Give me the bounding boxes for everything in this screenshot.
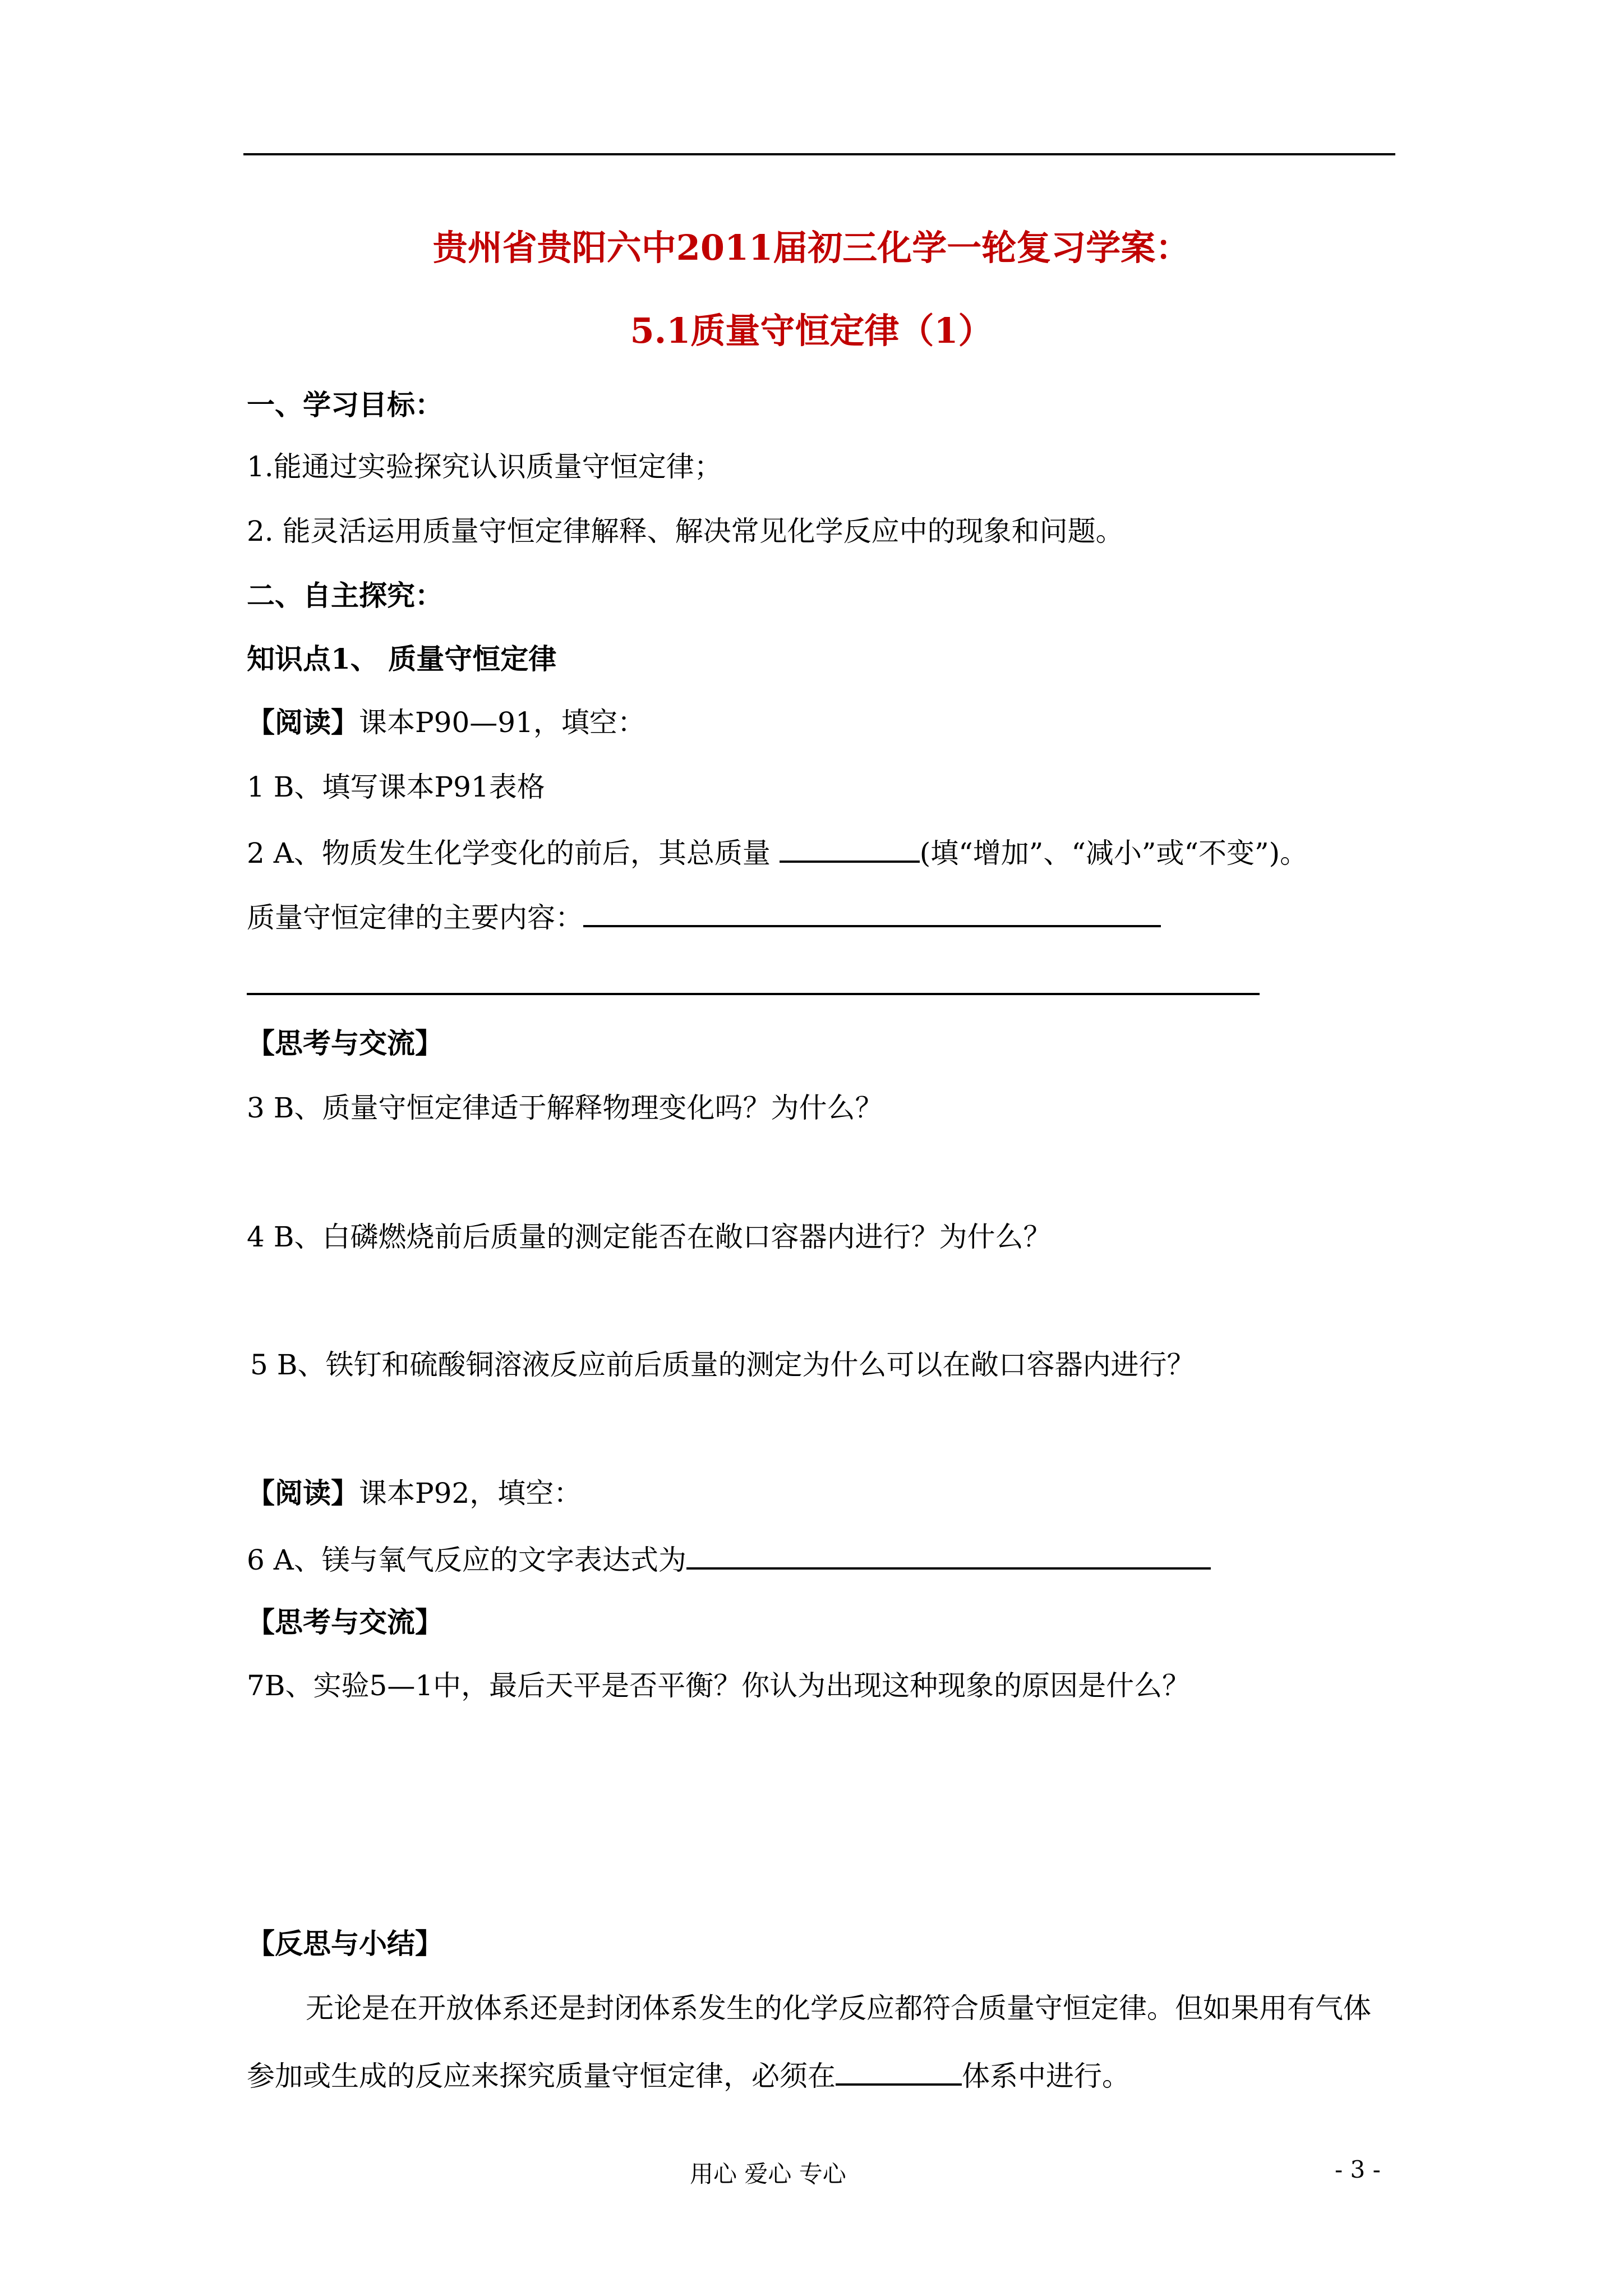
question-2 — [247, 836, 1308, 867]
question-2-prefix: 2 A、物质发生化学变化的前后，其总质量 — [247, 837, 780, 869]
question-2-answer-blank[interactable] — [780, 836, 920, 863]
footer-motto: 用心 爱心 专心 — [690, 2160, 846, 2188]
question-6 — [247, 1543, 1211, 1574]
document-subtitle: 5.1质量守恒定律（1） — [630, 310, 993, 351]
summary-answer-blank[interactable] — [836, 2059, 962, 2086]
question-5: 5 B、铁钉和硫酸铜溶液反应前后质量的测定为什么可以在敞口容器内进行？ — [250, 1349, 1195, 1381]
law-content-label: 质量守恒定律的主要内容： — [247, 901, 583, 934]
question-6-text: 6 A、镁与氧气反应的文字表达式为 — [247, 1544, 686, 1576]
question-4: 4 B、白磷燃烧前后质量的测定能否在敞口容器内进行？为什么？ — [247, 1221, 1052, 1253]
question-2-suffix: (填“增加”、“减小”或“不变”)。 — [919, 837, 1308, 869]
objectives-heading: 一、学习目标： — [247, 388, 443, 421]
law-content-blank[interactable] — [583, 900, 1161, 927]
reading-2-tag: 【阅读】 — [247, 1476, 359, 1510]
objective-2: 2. 能灵活运用质量守恒定律解释、解决常见化学反应中的现象和问题。 — [247, 515, 1124, 547]
question-6-answer-blank[interactable] — [686, 1543, 1211, 1570]
header-rule — [243, 153, 1395, 155]
document-title: 贵州省贵阳六中2011届初三化学一轮复习学案： — [432, 227, 1191, 268]
summary-line-2 — [247, 2059, 1130, 2090]
explore-heading: 二、自主探究： — [247, 579, 443, 612]
question-1: 1 B、填写课本P91表格 — [247, 771, 545, 803]
law-content-row — [247, 900, 1161, 932]
reading-2-text: 课本P92，填空： — [359, 1477, 582, 1510]
think-exchange-heading-2: 【思考与交流】 — [247, 1605, 443, 1639]
law-content-blank-line-2[interactable] — [247, 993, 1260, 995]
objective-1: 1.能通过实验探究认识质量守恒定律； — [247, 450, 722, 483]
summary-line-2-prefix: 参加或生成的反应来探究质量守恒定律，必须在 — [247, 2060, 836, 2092]
reading-1 — [247, 708, 645, 737]
question-7: 7B、实验5—1中，最后天平是否平衡？你认为出现这种现象的原因是什么？ — [247, 1669, 1191, 1702]
reading-1-text: 课本P90—91，填空： — [359, 706, 645, 739]
summary-line-2-suffix: 体系中进行。 — [962, 2060, 1130, 2092]
reading-2 — [247, 1476, 582, 1510]
question-3: 3 B、质量守恒定律适于解释物理变化吗？为什么？ — [247, 1092, 883, 1124]
page-number: - 3 - — [1335, 2156, 1381, 2183]
summary-line-1: 无论是在开放体系还是封闭体系发生的化学反应都符合质量守恒定律。但如果用有气体 — [306, 1992, 1371, 2024]
summary-heading: 【反思与小结】 — [247, 1927, 443, 1960]
think-exchange-heading-1: 【思考与交流】 — [247, 1027, 443, 1060]
reading-1-tag: 【阅读】 — [247, 706, 359, 739]
knowledge-point-heading: 知识点1、 质量守恒定律 — [247, 642, 557, 675]
